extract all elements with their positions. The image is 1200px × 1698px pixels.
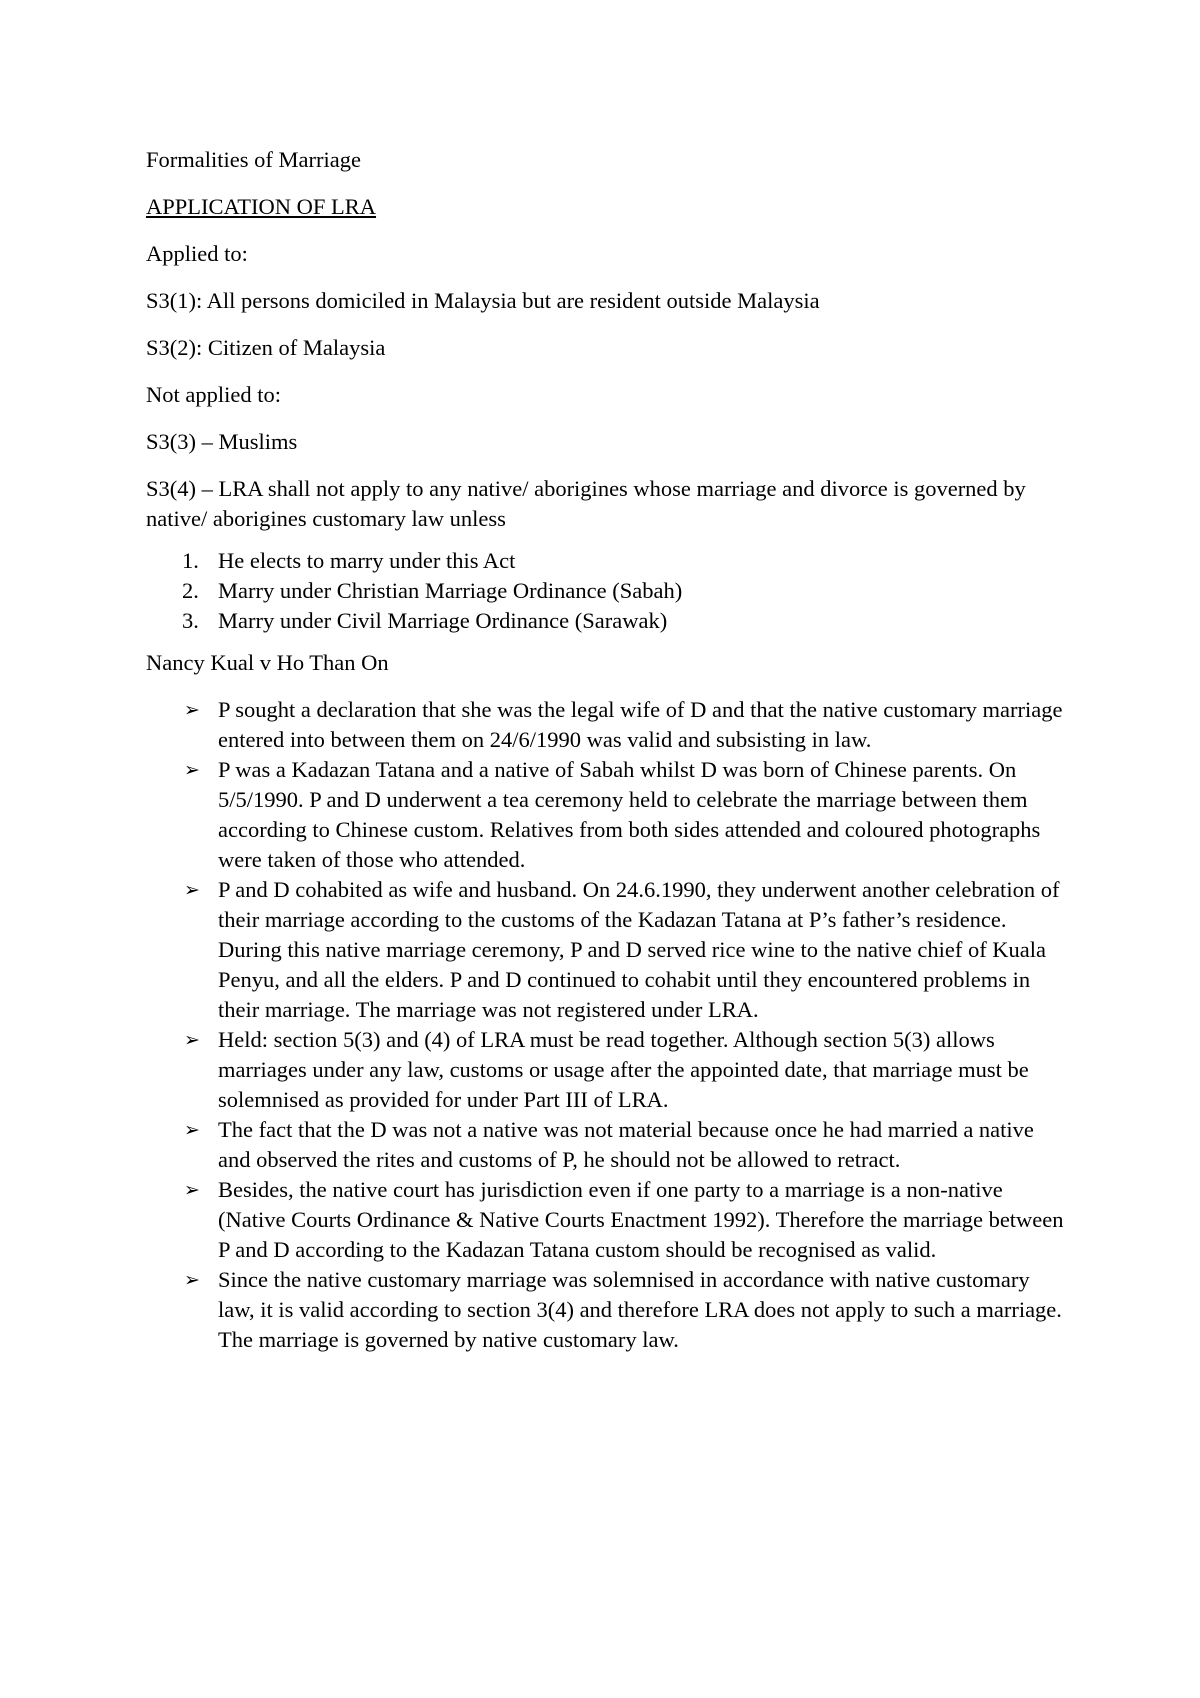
list-item	[146, 576, 1066, 606]
list-item-text: P sought a declaration that she was the legal wife of D and that the native customary marriage entered into between them on 24/6/1990 was valid and subsisting in law.	[218, 697, 1063, 752]
list-item-text: He elects to marry under this Act	[218, 548, 516, 573]
list-item	[146, 875, 1066, 1025]
list-item	[146, 755, 1066, 875]
section-s3-4: S3(4) – LRA shall not apply to any native/ aborigines whose marriage and divorce is governed by native/ aborigines customary law unless	[146, 476, 1026, 531]
list-item-text: The fact that the D was not a native was not material because once he had married a native and observed the rites and customs of P, he should not be allowed to retract.	[218, 1117, 1034, 1172]
list-item	[146, 1025, 1066, 1115]
list-item	[146, 695, 1066, 755]
arrowhead-bullet-icon: ➢	[184, 1119, 200, 1141]
list-item-text: Held: section 5(3) and (4) of LRA must be read together. Although section 5(3) allows marriages under any law, customs or usage after the appointed date, that marriage must be solemnised as provided for under Part III of LRA.	[218, 1027, 1029, 1112]
list-item	[146, 606, 1066, 636]
applied-to-label: Applied to:	[146, 241, 248, 266]
arrowhead-bullet-icon: ➢	[184, 759, 200, 781]
list-item	[146, 1265, 1066, 1355]
list-number: 3.	[182, 608, 199, 633]
section-s3-1: S3(1): All persons domiciled in Malaysia but are resident outside Malaysia	[146, 288, 820, 313]
section-s3-3: S3(3) – Muslims	[146, 429, 298, 454]
list-item-text: Marry under Civil Marriage Ordinance (Sarawak)	[218, 608, 668, 633]
list-item	[146, 1115, 1066, 1175]
arrowhead-bullet-icon: ➢	[184, 879, 200, 901]
not-applied-label: Not applied to:	[146, 382, 281, 407]
section-s3-2: S3(2): Citizen of Malaysia	[146, 335, 386, 360]
list-item-text: P was a Kadazan Tatana and a native of Sabah whilst D was born of Chinese parents. On 5/5/1990. P and D underwent a tea ceremony held to celebrate the marriage between them according to Chinese custom. Relatives from both sides attended and coloured photographs were taken of those who attended.	[218, 757, 1041, 872]
arrowhead-bullet-icon: ➢	[184, 1029, 200, 1051]
section-heading: APPLICATION OF LRA	[146, 194, 377, 219]
case-name: Nancy Kual v Ho Than On	[146, 650, 389, 675]
list-number: 2.	[182, 578, 199, 603]
list-item-text: Since the native customary marriage was solemnised in accordance with native customary law, it is valid according to section 3(4) and therefore LRA does not apply to such a marriage. The marriage is governed by native customary law.	[218, 1267, 1062, 1352]
list-item	[146, 546, 1066, 576]
list-number: 1.	[182, 548, 199, 573]
list-item-text: Marry under Christian Marriage Ordinance (Sabah)	[218, 578, 683, 603]
exceptions-list	[146, 546, 1066, 636]
list-item-text: Besides, the native court has jurisdiction even if one party to a marriage is a non-native (Native Courts Ordinance & Native Courts Enactment 1992). Therefore the marriage between P and D according to the Kadazan Tatana custom should be recognised as valid.	[218, 1177, 1064, 1262]
arrowhead-bullet-icon: ➢	[184, 699, 200, 721]
document-body	[146, 145, 1066, 1355]
arrowhead-bullet-icon: ➢	[184, 1269, 200, 1291]
case-points-list	[146, 695, 1066, 1355]
list-item-text: P and D cohabited as wife and husband. On 24.6.1990, they underwent another celebration of their marriage according to the customs of the Kadazan Tatana at P’s father’s residence. During this native marriage ceremony, P and D served rice wine to the native chief of Kuala Penyu, and all the elders. P and D continued to cohabit until they encountered problems in their marriage. The marriage was not registered under LRA.	[218, 877, 1060, 1022]
document-title: Formalities of Marriage	[146, 147, 361, 172]
arrowhead-bullet-icon: ➢	[184, 1179, 200, 1201]
list-item	[146, 1175, 1066, 1265]
